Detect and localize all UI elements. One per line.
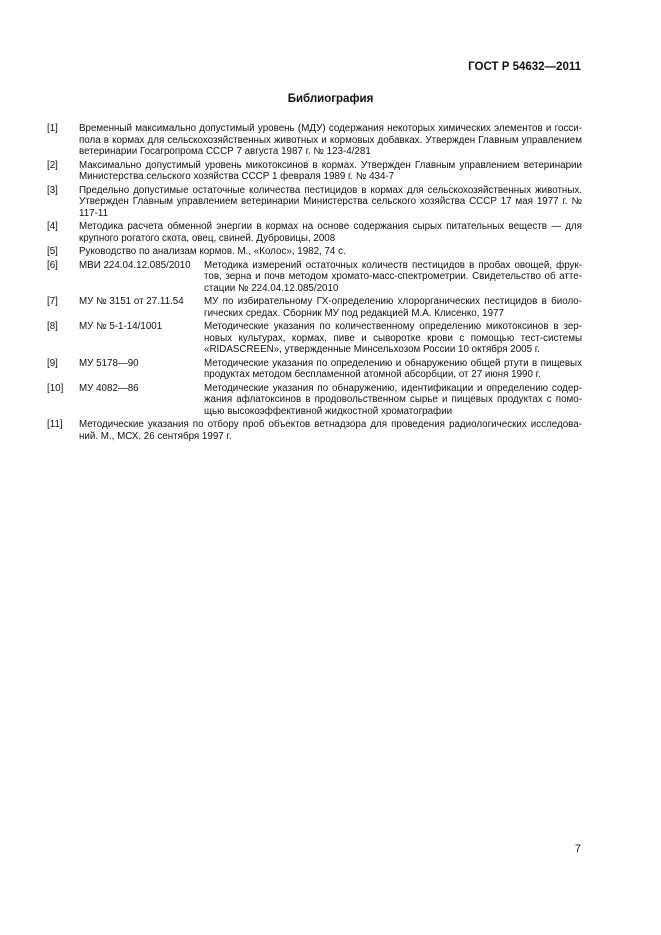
reference-line: Утвержден Главным управлением ветеринарии Министерства сельского хозяйства СССР 17 мая 1977 г. <box>79 196 572 207</box>
reference-line: ний. М., МСХ. 26 сентября 1997 г. <box>79 430 232 442</box>
reference-line: Методические указания по определению и обнаружению общей ртути в пищевых <box>204 357 582 369</box>
reference-line: Максимально допустимый уровень микотоксинов в кормах. Утвержден Главным управлением ветеринарии <box>79 159 582 171</box>
reference-number: [3] <box>47 184 58 196</box>
reference-line: гических средах. Сборник МУ под редакцией М.А. Клисенко, 1977 <box>204 307 504 319</box>
reference-code: МВИ 224.04.12.085/2010 <box>79 259 191 271</box>
reference-line: Методические указания по количественному определению микотоксинов в зер- <box>204 321 582 332</box>
reference-text <box>204 358 582 381</box>
reference-text <box>79 221 582 244</box>
reference-line: № 117-11 <box>79 196 582 219</box>
reference-code: МУ № 3151 от 27.11.54 <box>79 296 184 307</box>
reference-line: стации № 224.04.12.085/2010 <box>204 282 339 294</box>
reference-text <box>79 419 582 442</box>
reference-line: Методические указания по обнаружению, идентификации и определению содер- <box>204 382 582 394</box>
reference-item <box>47 260 582 295</box>
reference-line: Методика расчета обменной энергии в кормах на основе содержания сырых питательных веществ — для <box>79 221 582 232</box>
reference-text <box>79 185 582 220</box>
reference-text <box>79 246 582 258</box>
reference-line: щью высокоэффективной жидкостной хроматографии <box>204 405 453 417</box>
reference-line: МУ по избирательному ГХ-определению хлорорганических пестицидов в биоло- <box>204 296 582 307</box>
reference-line: тов, зерна и почв методом хромато-масс-спектрометрии. Свидетельство об атте- <box>204 271 582 282</box>
reference-text <box>204 321 582 356</box>
reference-number: [9] <box>47 357 58 369</box>
reference-text <box>79 160 582 183</box>
reference-item <box>47 185 582 220</box>
reference-line: Временный максимально допустимый уровень (МДУ) содержания некоторых химических элементов и госси- <box>79 123 582 134</box>
bibliography-list <box>47 123 582 444</box>
reference-item <box>47 419 582 442</box>
reference-line: Предельно допустимые остаточные количества пестицидов в кормах для сельскохозяйственных животных. <box>79 184 582 196</box>
reference-item <box>47 123 582 158</box>
reference-text <box>204 296 582 319</box>
reference-item <box>47 358 582 381</box>
standard-header: ГОСТ Р 54632—2011 <box>468 61 581 73</box>
reference-code: МУ № 5-1-14/1001 <box>79 321 163 332</box>
reference-text <box>79 123 582 158</box>
reference-number: [1] <box>47 123 58 134</box>
reference-item <box>47 321 582 356</box>
reference-number: [4] <box>47 221 58 232</box>
reference-code: МУ 5178—90 <box>79 357 139 369</box>
reference-number: [2] <box>47 159 58 171</box>
reference-line: Министерства сельского хозяйства СССР 1 февраля 1989 г. № 434-7 <box>79 171 395 182</box>
reference-item <box>47 383 582 418</box>
reference-line: «RIDASCREEN», утвержденные Минсельхозом России 10 октября 2005 г. <box>204 344 540 355</box>
reference-line: продуктах методом беспламенной атомной абсорбции, от 27 июня 1990 г. <box>204 369 541 380</box>
reference-line: пола в кормах для сельскохозяйственных животных и кормовых добавках. Утвержден Главным управлением <box>79 134 582 146</box>
page-title: Библиография <box>287 93 374 105</box>
reference-code: МУ 4082—86 <box>79 382 139 394</box>
reference-item <box>47 221 582 244</box>
reference-item <box>47 296 582 319</box>
reference-line: Методические указания по отбору проб объектов ветнадзора для проведения радиологических исследова- <box>79 419 582 430</box>
reference-number: [6] <box>47 259 58 271</box>
reference-number: [7] <box>47 296 58 307</box>
reference-number: [5] <box>47 246 58 257</box>
reference-number: [8] <box>47 321 58 332</box>
reference-item <box>47 160 582 183</box>
reference-number: [11] <box>47 419 63 430</box>
reference-line: крупного рогатого скота, овец, свиней. Дубровицы, 2008 <box>79 232 336 244</box>
reference-line: жания афлатоксинов в продовольственном сырье и пищевых продуктах с помо- <box>204 394 582 405</box>
reference-line: новых культурах, кормах, пиве и сыворотке крови с помощью тест-системы <box>204 332 582 344</box>
reference-line: Руководство по анализам кормов. М., «Колос», 1982, 74 с. <box>79 246 346 257</box>
page-number: 7 <box>574 843 581 855</box>
reference-line: Методика измерений остаточных количеств пестицидов в пробах овощей, фрук- <box>204 259 582 271</box>
reference-number: [10] <box>47 382 64 394</box>
reference-text <box>204 260 582 295</box>
reference-text <box>204 383 582 418</box>
reference-line: ветеринарии Госагропрома СССР 7 августа 1987 г. № 123-4/281 <box>79 146 371 157</box>
reference-item <box>47 246 582 258</box>
